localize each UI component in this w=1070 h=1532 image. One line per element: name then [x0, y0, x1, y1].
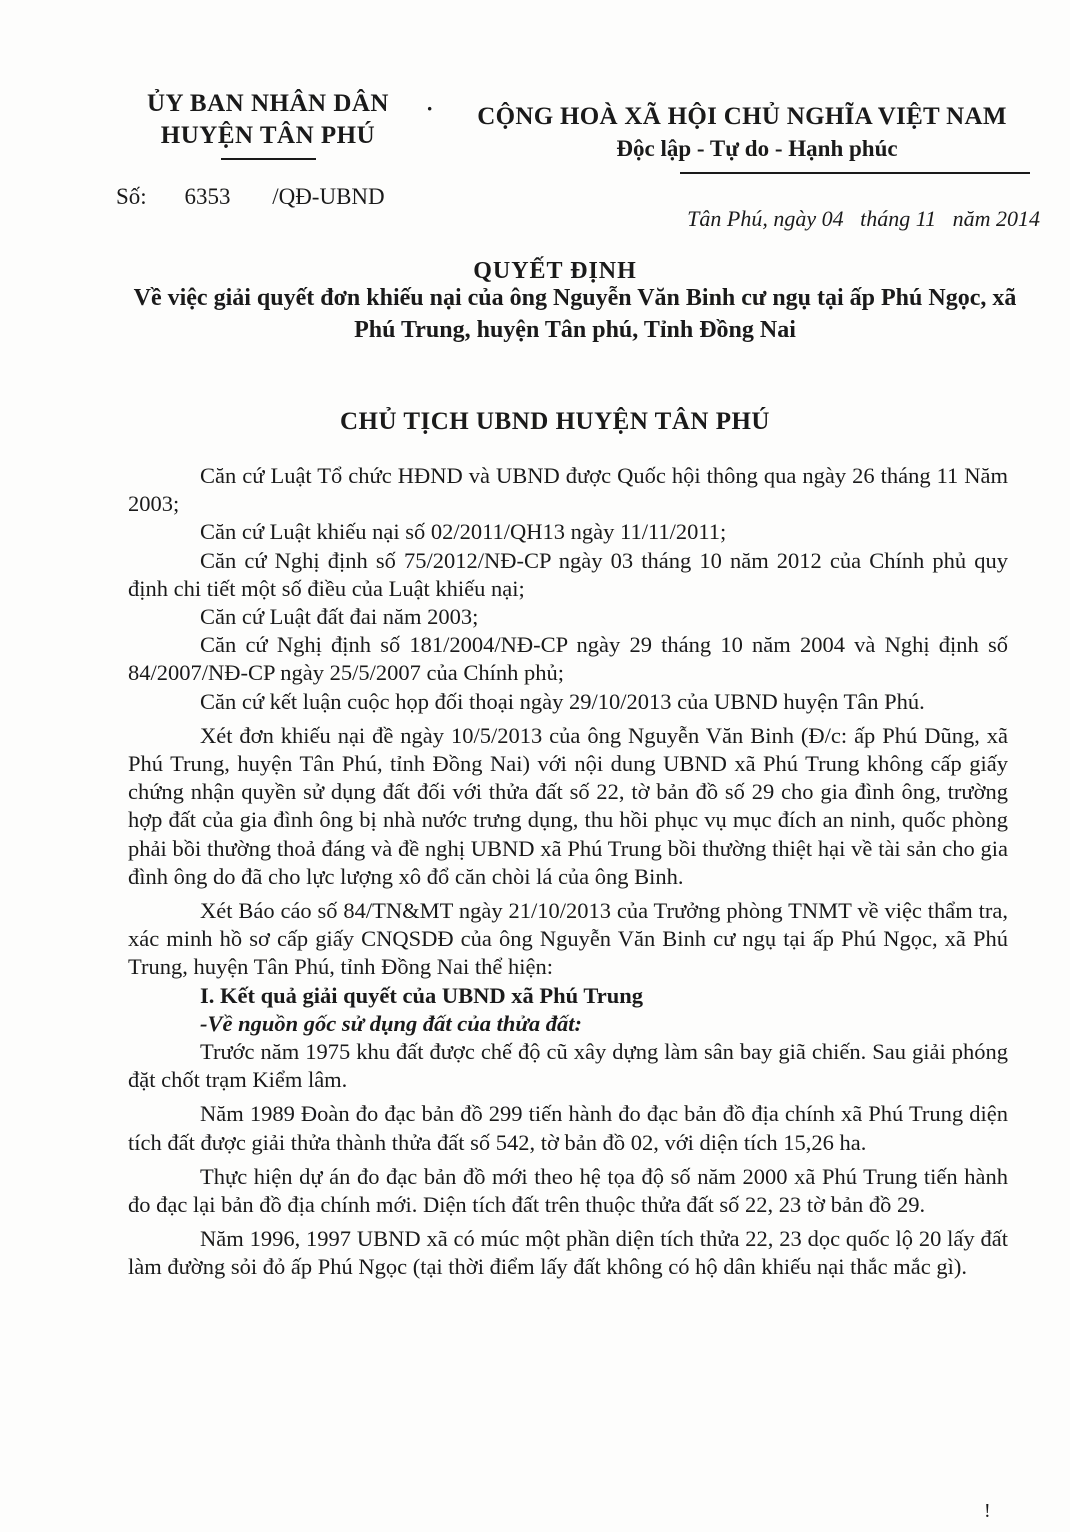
basis-paragraph-1: Căn cứ Luật Tổ chức HĐND và UBND được Quốc hội thông qua ngày 26 tháng 11 Năm 2003;	[128, 463, 1008, 517]
document-number	[116, 184, 385, 210]
report-paragraph: Xét Báo cáo số 84/TN&MT ngày 21/10/2013 của Trưởng phòng TNMT về việc thẩm tra, xác minh hồ sơ cấp giấy CNQSDĐ của ông Nguyễn Văn Binh cư ngụ tại ấp Phú Ngọc, xã Phú Trung, huyện Tân Phú, tỉnh Đồng Nai thể hiện:	[128, 898, 1008, 980]
national-header	[452, 100, 1032, 174]
document-date	[687, 206, 1040, 232]
history-paragraph-4: Năm 1996, 1997 UBND xã có múc một phần diện tích thửa 22, 23 dọc quốc lộ 20 lấy đất làm đường sỏi đỏ ấp Phú Ngọc (tại thời điểm lấy đất không có hộ dân khiếu nại thắc mắc gì).	[128, 1226, 1008, 1280]
decision-subject: Về việc giải quyết đơn khiếu nại của ông Nguyễn Văn Binh cư ngụ tại ấp Phú Ngọc, xã Phú Trung, huyện Tân phú, Tỉnh Đồng Nai	[133, 285, 1017, 343]
nation-name: CỘNG HOÀ XÃ HỘI CHỦ NGHĨA VIỆT NAM	[477, 103, 1007, 130]
decision-title: QUYẾT ĐỊNH	[473, 258, 637, 284]
basis-paragraph-4: Căn cứ Luật đất đai năm 2003;	[200, 604, 479, 630]
history-paragraph-1: Trước năm 1975 khu đất được chế độ cũ xây dựng làm sân bay giã chiến. Sau giải phóng đặt chốt trạm Kiểm lâm.	[128, 1039, 1008, 1093]
history-paragraph-3: Thực hiện dự án đo đạc bản đồ mới theo hệ tọa độ số năm 2000 xã Phú Trung tiến hành đo đạc lại bản đồ địa chính mới. Diện tích đất trên thuộc thửa đất số 22, 23 tờ bản đồ 29.	[128, 1163, 1008, 1218]
agency-underline	[221, 158, 316, 160]
basis-paragraph-5: Căn cứ Nghị định số 181/2004/NĐ-CP ngày 29 tháng 10 năm 2004 và Nghị định số 84/2007/NĐ-CP ngày 25/5/2007 của Chính phủ;	[128, 632, 1008, 686]
section-heading-1: I. Kết quả giải quyết của UBND xã Phú Trung	[200, 982, 643, 1008]
page-mark: !	[984, 1500, 991, 1522]
agency-line-2: HUYỆN TÂN PHÚ	[160, 122, 376, 149]
subsection-heading-1: -Về nguồn gốc sử dụng đất của thửa đất:	[200, 1010, 583, 1036]
issuing-authority: CHỦ TỊCH UBND HUYỆN TÂN PHÚ	[340, 408, 770, 435]
national-motto: Độc lập - Tự do - Hạnh phúc	[616, 136, 898, 161]
doc-number-suffix: /QĐ-UBND	[272, 184, 385, 209]
doc-number-value: 6353	[184, 184, 231, 209]
agency-line-1: ỦY BAN NHÂN DÂN	[147, 90, 389, 117]
basis-paragraph-2: Căn cứ Luật khiếu nại số 02/2011/QH13 ngày 11/11/2011;	[200, 519, 727, 545]
header-separator: ·	[426, 96, 434, 121]
motto-underline	[680, 172, 1030, 174]
doc-number-prefix: Số:	[116, 184, 147, 209]
date-place-day: Tân Phú, ngày 04	[687, 206, 844, 231]
history-paragraph-2: Năm 1989 Đoàn đo đạc bản đồ 299 tiến hành đo đạc bản đồ địa chính xã Phú Trung diện tích đất được giải thửa thành thửa đất số 542, tờ bản đồ 02, với diện tích 15,26 ha.	[128, 1101, 1008, 1155]
date-year: năm 2014	[952, 206, 1040, 231]
basis-paragraph-3: Căn cứ Nghị định số 75/2012/NĐ-CP ngày 03 tháng 10 năm 2012 của Chính phủ quy định chi tiết một số điều của Luật khiếu nại;	[128, 547, 1008, 601]
complaint-paragraph: Xét đơn khiếu nại đề ngày 10/5/2013 của ông Nguyễn Văn Binh (Đ/c: ấp Phú Dũng, xã Phú Trung, huyện Tân Phú, tỉnh Đồng Nai) với nội dung UBND xã Phú Trung không cấp giấy chứng nhận quyền sử dụng đất đối với thửa đất số 22, tờ bản đồ số 29 cho gia đình ông, trường hợp đất của gia đình ông bị nhà nước trưng dụng, thu hồi phục vụ mục đích an ninh, quốc phòng phải bồi thường thoả đáng và đề nghị UBND xã Phú Trung bồi thường thiệt hại về tài sản cho gia đình ông do đã cho lực lượng xô đổ căn chòi lá của ông Binh.	[128, 722, 1008, 889]
basis-paragraph-6: Căn cứ kết luận cuộc họp đối thoại ngày 29/10/2013 của UBND huyện Tân Phú.	[200, 688, 925, 714]
issuing-agency	[118, 88, 418, 160]
date-month: tháng 11	[860, 206, 937, 231]
document-body	[128, 462, 1008, 1282]
